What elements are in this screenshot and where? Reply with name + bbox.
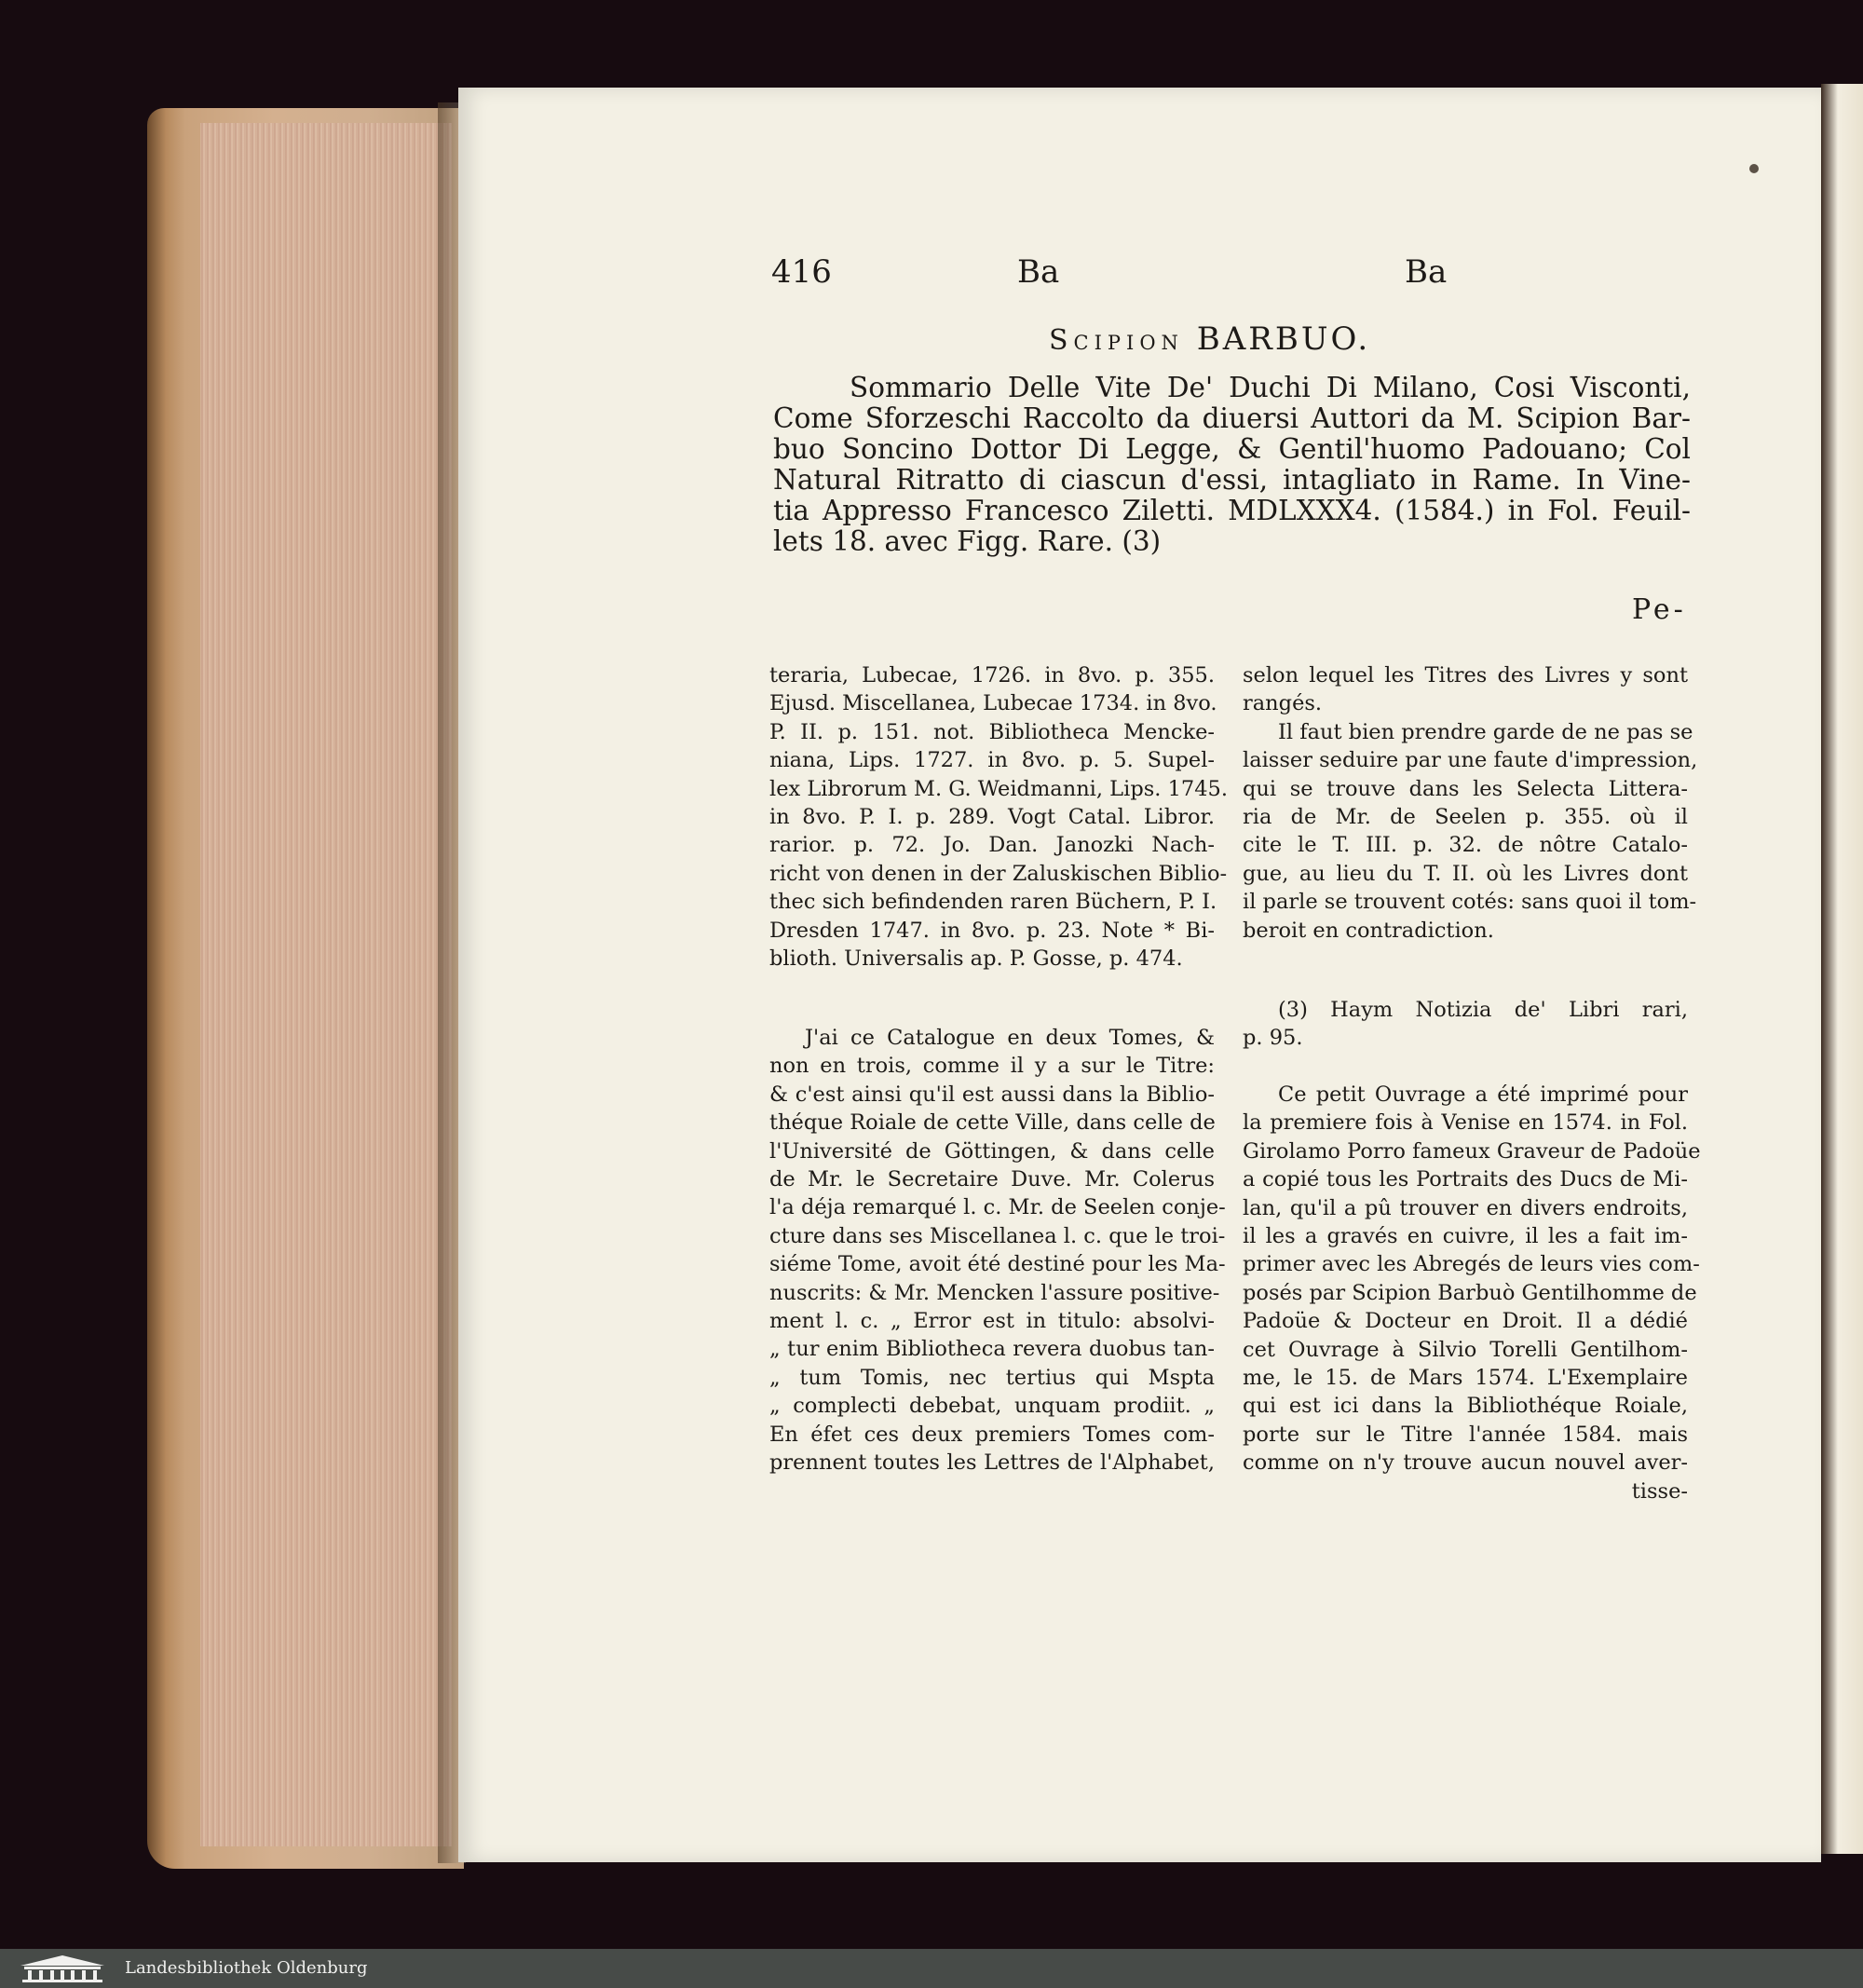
text-line: qui se trouve dans les Selecta Littera- bbox=[1243, 776, 1688, 801]
text-line: thec sich befindenden raren Büchern, P. I. bbox=[769, 890, 1217, 915]
text-line: qui est ici dans la Bibliothéque Roiale, bbox=[1243, 1394, 1688, 1419]
text-line: teraria, Lubecae, 1726. in 8vo. p. 355. bbox=[769, 663, 1215, 688]
text-line: l'Université de Göttingen, & dans celle bbox=[769, 1138, 1215, 1164]
entry-title bbox=[1049, 320, 1370, 358]
text-line: Girolamo Porro fameux Graveur de Padoüe bbox=[1243, 1138, 1701, 1164]
text-line: posés par Scipion Barbuò Gentilhomme de bbox=[1243, 1280, 1697, 1305]
text-line: Dresden 1747. in 8vo. p. 23. Note * Bi- bbox=[769, 918, 1215, 943]
entry-line: Natural Ritratto di ciascun d'essi, intagliato in Rame. In Vine- bbox=[773, 464, 1691, 496]
text-line: Ejusd. Miscellanea, Lubecae 1734. in 8vo. bbox=[769, 691, 1217, 716]
text-line: il parle se trouvent cotés: sans quoi il tom- bbox=[1243, 890, 1697, 915]
running-head-left: Ba bbox=[1017, 253, 1060, 291]
entry-line: buo Soncino Dottor Di Legge, & Gentil'huomo Padouano; Col bbox=[773, 433, 1691, 465]
entry-line: Sommario Delle Vite De' Duchi Di Milano, Cosi Visconti, bbox=[850, 372, 1691, 403]
text-line: richt von denen in der Zaluskischen Biblio- bbox=[769, 861, 1228, 886]
text-line: „ complecti debebat, unquam prodiit. „ bbox=[769, 1394, 1215, 1419]
entry-line: lets 18. avec Figg. Rare. (3) bbox=[773, 525, 1162, 557]
left-column-commentary bbox=[769, 1024, 1226, 1477]
left-column-notes bbox=[769, 661, 1228, 973]
entry-title-first: Scipion bbox=[1049, 324, 1184, 357]
text-line: théque Roiale de cette Ville, dans celle de bbox=[769, 1110, 1216, 1136]
text-line: „ tur enim Bibliotheca revera duobus tan- bbox=[769, 1337, 1215, 1362]
text-line: (3) Haym Notizia de' Libri rari, bbox=[1278, 998, 1688, 1022]
text-line: Padoüe & Docteur en Droit. Il a dédié bbox=[1243, 1309, 1688, 1334]
page-edges bbox=[200, 123, 452, 1846]
entry-title-last: BARBUO. bbox=[1196, 320, 1371, 358]
text-line: cite le T. III. p. 32. de nôtre Catalo- bbox=[1243, 833, 1688, 858]
text-line: beroit en contradiction. bbox=[1243, 918, 1494, 943]
text-line: gue, au lieu du T. II. où les Livres dont bbox=[1243, 861, 1688, 886]
entry-line: Come Sforzeschi Raccolto da diuersi Auttori da M. Scipion Bar- bbox=[773, 402, 1691, 434]
entry-line: tia Appresso Francesco Ziletti. MDLXXX4. (1584.) in Fol. Feuil- bbox=[773, 495, 1691, 526]
text-line: la premiere fois à Venise en 1574. in Fol. bbox=[1243, 1110, 1688, 1136]
text-line: selon lequel les Titres des Livres y sont bbox=[1243, 663, 1688, 688]
entry-text bbox=[773, 373, 1691, 557]
text-line: P. II. p. 151. not. Bibliotheca Mencke- bbox=[769, 719, 1215, 744]
text-line: siéme Tome, avoit été destiné pour les Ma- bbox=[769, 1252, 1226, 1277]
text-line: de Mr. le Secretaire Duve. Mr. Colerus bbox=[769, 1167, 1215, 1192]
right-column-note-3 bbox=[1243, 996, 1688, 1053]
facing-page-edge bbox=[1821, 84, 1863, 1854]
text-line: comme on n'y trouve aucun nouvel aver- bbox=[1243, 1450, 1688, 1476]
text-line: niana, Lips. 1727. in 8vo. p. 5. Supel- bbox=[769, 748, 1215, 773]
text-line: blioth. Universalis ap. P. Gosse, p. 474. bbox=[769, 946, 1183, 972]
ink-mark bbox=[1749, 164, 1759, 173]
text-line: in 8vo. P. I. p. 289. Vogt Catal. Libror. bbox=[769, 805, 1215, 830]
text-line: rangés. bbox=[1243, 691, 1323, 716]
text-line: laisser seduire par une faute d'impression, bbox=[1243, 748, 1698, 773]
text-line: & c'est ainsi qu'il est aussi dans la Biblio- bbox=[769, 1082, 1215, 1107]
text-line: prennent toutes les Lettres de l'Alphabet, bbox=[769, 1450, 1215, 1476]
text-line: porte sur le Titre l'année 1584. mais bbox=[1243, 1422, 1688, 1447]
text-line: lex Librorum M. G. Weidmanni, Lips. 1745. bbox=[769, 776, 1228, 801]
text-line: nuscrits: & Mr. Mencken l'assure positive- bbox=[769, 1280, 1220, 1305]
page-number: 416 bbox=[771, 253, 832, 291]
running-head-right: Ba bbox=[1405, 253, 1448, 291]
text-line: lan, qu'il a pû trouver en divers endroits, bbox=[1243, 1195, 1688, 1220]
text-line: „ tum Tomis, nec tertius qui Mspta bbox=[769, 1365, 1215, 1390]
text-line: a copié tous les Portraits des Ducs de Mi- bbox=[1243, 1167, 1688, 1192]
text-line: non en trois, comme il y a sur le Titre: bbox=[769, 1054, 1215, 1079]
footer-bar bbox=[0, 1949, 1863, 1988]
text-line: me, le 15. de Mars 1574. L'Exemplaire bbox=[1243, 1366, 1688, 1391]
catchword: Pe- bbox=[1632, 593, 1687, 626]
text-line: ria de Mr. de Seelen p. 355. où il bbox=[1243, 805, 1688, 830]
text-line: cet Ouvrage à Silvio Torelli Gentilhom- bbox=[1243, 1337, 1688, 1362]
text-line: p. 95. bbox=[1243, 1026, 1303, 1051]
text-line: ment l. c. „ Error est in titulo: absolvi- bbox=[769, 1309, 1215, 1334]
text-line: Il faut bien prendre garde de ne pas se bbox=[1278, 719, 1693, 744]
library-name: Landesbibliothek Oldenburg bbox=[125, 1958, 368, 1978]
text-line: cture dans ses Miscellanea l. c. que le troi- bbox=[769, 1223, 1226, 1248]
text-line: Ce petit Ouvrage a été imprimé pour bbox=[1278, 1083, 1688, 1107]
text-line: J'ai ce Catalogue en deux Tomes, & bbox=[805, 1026, 1215, 1050]
text-line: il les a gravés en cuivre, il les a fait im- bbox=[1243, 1224, 1688, 1249]
right-column-text bbox=[1243, 661, 1698, 945]
right-column-commentary bbox=[1243, 1081, 1701, 1505]
text-line: primer avec les Abregés de leurs vies com- bbox=[1243, 1252, 1700, 1277]
text-line: En éfet ces deux premiers Tomes com- bbox=[769, 1422, 1215, 1447]
library-building-icon bbox=[19, 1954, 106, 1982]
text-line: tisse- bbox=[1631, 1478, 1688, 1504]
text-line: l'a déja remarqué l. c. Mr. de Seelen conje- bbox=[769, 1195, 1226, 1220]
text-line: rarior. p. 72. Jo. Dan. Janozki Nach- bbox=[769, 833, 1215, 858]
